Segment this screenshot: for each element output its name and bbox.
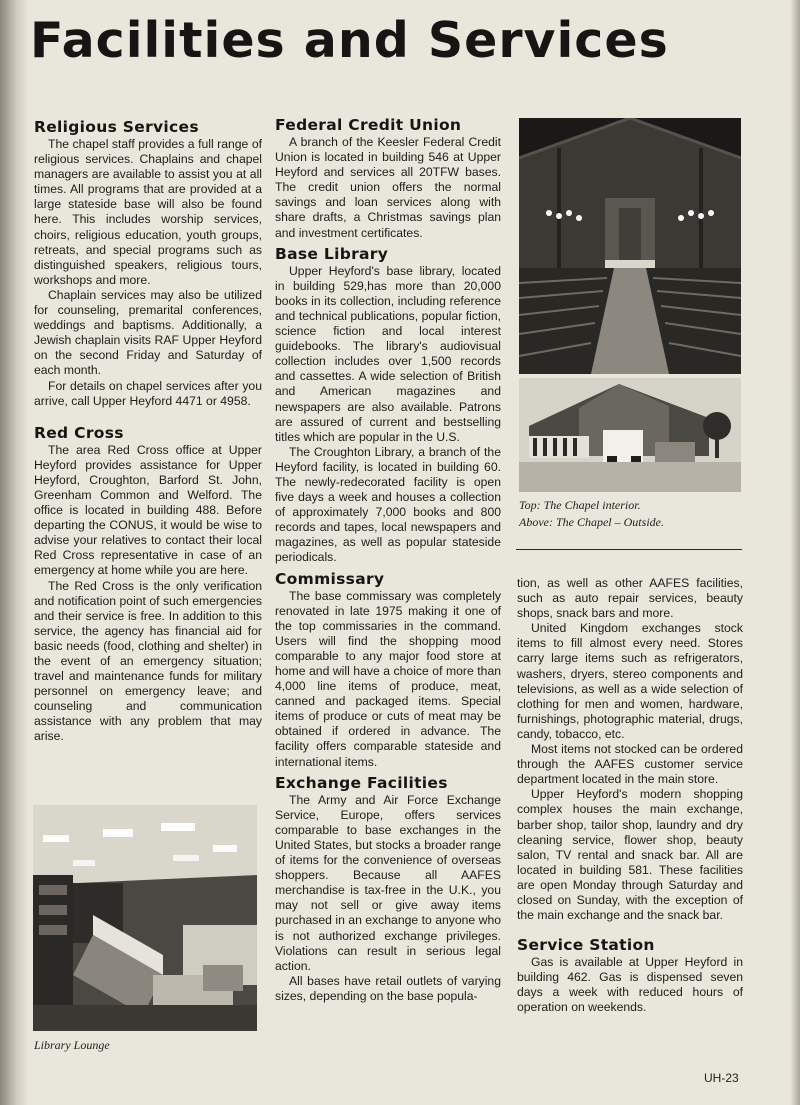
chapel-interior-photo xyxy=(519,118,741,374)
commissary-heading: Commissary xyxy=(275,569,385,588)
page-title: Facilities and Services xyxy=(30,12,669,69)
chapel-exterior-photo xyxy=(519,378,741,492)
credit-union-heading: Federal Credit Union xyxy=(275,116,462,134)
exchange-facilities-heading: Exchange Facilities xyxy=(275,773,448,792)
exchange-paragraph-1: The Army and Air Force Exchange Service, Europe, offers services comparable to base exchanges in the United States, but stocks a broader range of items for the convenience of overseas shoppers. Because all AAFES merchandise is tax-free in the U.K., you may not sell or give away items purchased in an exchange to anyone who is not authorized exchange privileges. Violations can result in serious legal action. xyxy=(275,792,501,973)
page-number: UH-23 xyxy=(704,1071,739,1085)
chapel-exterior-caption: Above: The Chapel – Outside. xyxy=(519,515,664,529)
religious-services-heading: Religious Services xyxy=(34,118,199,136)
exchange-paragraph-3: United Kingdom exchanges stock items to fill almost every need. Stores carry large items such as refrigerators, washers, dryers, stereo components and televisions, as well as a wide selection of clothing for men and women, hardware, furnishings, photographic material, drugs, candy, tobacco, etc. xyxy=(517,621,743,741)
red-cross-paragraph-2: The Red Cross is the only verification and notification point of such emergencies and their service is free. In addition to this service, the agency has financial aid for basic needs (food, clothing and shelter) in the event of an emergency situation; travel and maintenance funds for military personnel on emergency leave; and counseling and communication assistance with any problem that may arise. xyxy=(34,578,262,744)
library-lounge-caption: Library Lounge xyxy=(34,1038,110,1052)
column-left xyxy=(34,117,262,745)
page-binding-shadow xyxy=(0,0,28,1105)
column-middle xyxy=(275,115,501,1004)
base-library-paragraph-2: The Croughton Library, a branch of the Heyford facility, is located in building 60. The newly-redecorated facility is open five days a week and houses a collection of approximately 7,000 books and 800 records and tapes, local newspapers and magazines, as well as popular stateside periodicals. xyxy=(275,444,501,565)
commissary-paragraph: The base commissary was completely renovated in late 1975 making it one of the top commissaries in the command. Users will find the shopping mood comparable to any major food store at home and will have a choice of more than 4,000 line items of produce, meat, canned and packaged items. Special items of produce or cuts of meat may be obtained if ordered in advance. The facility offers comparable stateside and international items. xyxy=(275,588,501,769)
religious-services-paragraph-3: For details on chapel services after you arrive, call Upper Heyford 4471 or 4958. xyxy=(34,378,262,408)
base-library-paragraph-1: Upper Heyford's base library, located in building 529,has more than 20,000 books in its collection, including reference and technical publications, popular fiction, science fiction and local interest guidebooks. The library's audiovisual collection includes over 1,500 records and cassettes. A wide selection of British and American magazines and newspapers are also available. Patrons are assured of current and bestselling titles which are popular in the U.S. xyxy=(275,263,501,444)
chapel-captions xyxy=(519,497,664,531)
exchange-paragraph-2-start: All bases have retail outlets of varying sizes, depending on the base popula- xyxy=(275,973,501,1003)
red-cross-heading: Red Cross xyxy=(34,423,124,442)
chapel-interior-caption: Top: The Chapel interior. xyxy=(519,498,641,512)
service-station-paragraph: Gas is available at Upper Heyford in building 462. Gas is dispensed seven days a week with reduced hours of operation on weekends. xyxy=(517,955,743,1015)
exchange-paragraph-5: Upper Heyford's modern shopping complex houses the main exchange, barber shop, tailor shop, laundry and dry cleaning service, flower shop, beauty salon, TV rental and snack bar. All are located in building 581. These facilities are open Monday through Saturday and closed on Sunday, with the exception of the main exchange and the snack bar. xyxy=(517,787,743,923)
red-cross-paragraph-1: The area Red Cross office at Upper Heyford provides assistance for Upper Heyford, Croughton, Barford St. John, Greenham Common and Welford. The office is located in building 488. Before departing the CONUS, it would be wise to advise your relatives to contact their local Red Cross representative in case of an emergency at home while you are here. xyxy=(34,442,262,578)
religious-services-paragraph-2: Chaplain services may also be utilized for counseling, premarital conferences, weddings and baptisms. Additionally, a Jewish chaplain visits RAF Upper Heyford on the second Friday and Saturday of each month. xyxy=(34,287,262,378)
column-right xyxy=(517,576,743,1016)
page-edge-shadow xyxy=(790,0,800,1105)
exchange-paragraph-2-end: tion, as well as other AAFES facilities, such as auto repair services, beauty shops, snack bars and more. xyxy=(517,576,743,621)
column-divider-rule xyxy=(516,549,742,550)
library-lounge-photo xyxy=(33,805,257,1031)
religious-services-paragraph-1: The chapel staff provides a full range of religious services. Chaplains and chapel managers are available to assist you at all times. All programs that are provided at a large stateside base will also be found here. This includes worship services, choirs, religious education, youth groups, retreats, and special programs such as distinguished speakers, religious tours, workshops and more. xyxy=(34,137,262,287)
exchange-paragraph-4: Most items not stocked can be ordered through the AAFES customer service department located in the main store. xyxy=(517,742,743,787)
service-station-heading: Service Station xyxy=(517,936,655,955)
credit-union-paragraph: A branch of the Keesler Federal Credit Union is located in building 546 at Upper Heyford and services all 20TFW bases. The credit union offers the normal savings and loan services along with share drafts, a Christmas savings plan and investment certificates. xyxy=(275,135,501,240)
base-library-heading: Base Library xyxy=(275,244,389,263)
